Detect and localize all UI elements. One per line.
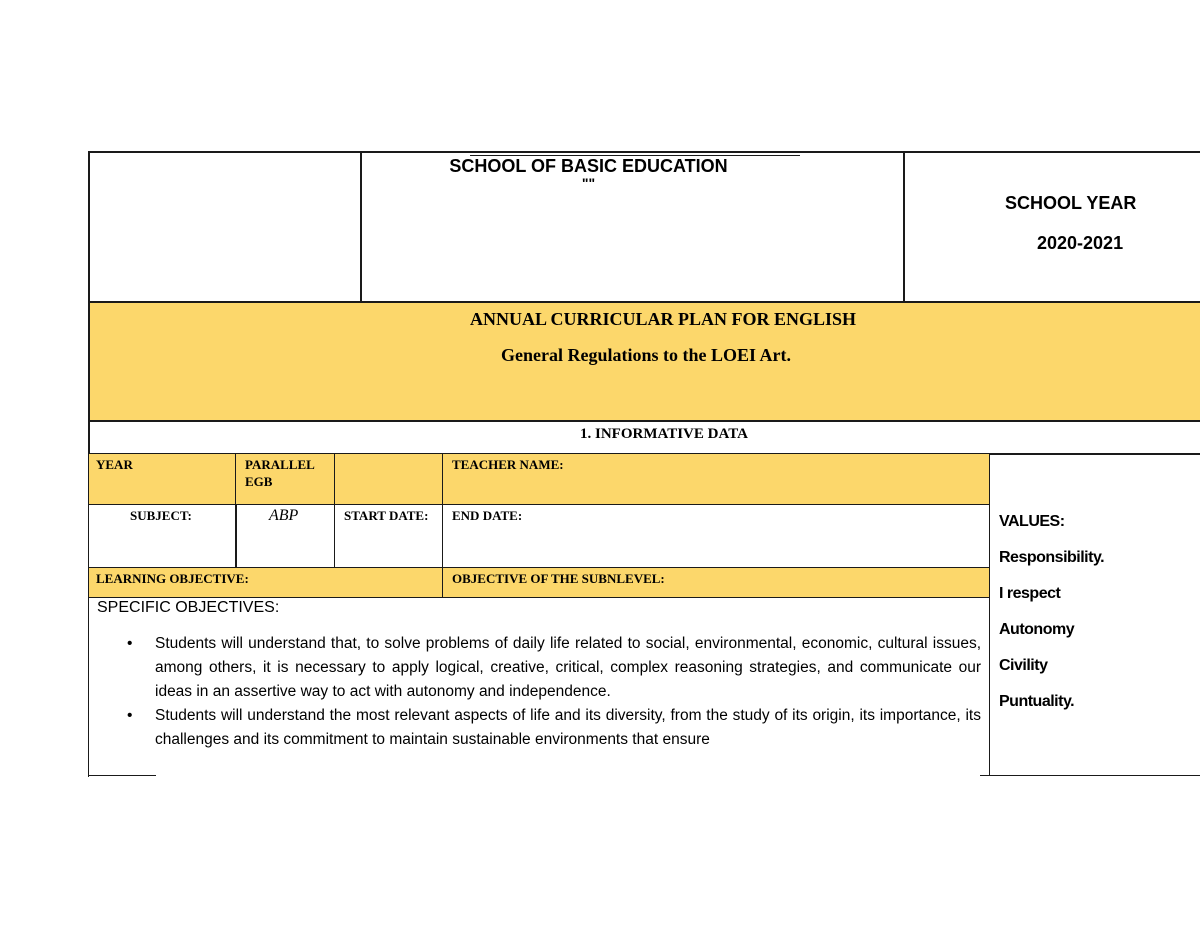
bullet-icon: • <box>127 707 133 724</box>
teacher-label: TEACHER NAME: <box>452 457 564 472</box>
informative-title: 1. INFORMATIVE DATA <box>580 426 748 442</box>
school-name-cell <box>360 151 905 303</box>
value-item: Puntuality. <box>999 693 1075 710</box>
bottom-rule-left <box>88 775 156 776</box>
learning-objective-label: LEARNING OBJECTIVE: <box>96 571 249 586</box>
end-date-label: END DATE: <box>452 508 523 523</box>
subject-cell <box>88 504 236 568</box>
informative-title-cell <box>88 420 1200 455</box>
subnlevel-label: OBJECTIVE OF THE SUBNLEVEL: <box>452 571 665 586</box>
value-item: Civility <box>999 657 1048 674</box>
year-cell <box>88 453 236 505</box>
specific-objectives-list <box>89 632 981 752</box>
list-item <box>89 632 981 704</box>
list-item <box>89 704 981 752</box>
value-item: Responsibility. <box>999 549 1105 566</box>
value-item: Autonomy <box>999 621 1075 638</box>
school-year-label: SCHOOL YEAR <box>1005 193 1137 213</box>
objective-text: Students will understand the most relevant aspects of life and its diversity, from the study of its origin, its importance, its challenges and its commitment to maintain sustainable environments that ensure <box>155 707 981 748</box>
school-quote: "" <box>581 175 596 191</box>
learning-objective-cell <box>88 567 443 598</box>
values-title: VALUES: <box>999 513 1065 530</box>
school-year-cell <box>903 151 1200 303</box>
objective-text: Students will understand that, to solve problems of daily life related to social, environmental, economic, cultural issues, among others, it is necessary to apply logical, creative, critical, complex reasoning strategies, and communicate our ideas in an assertive way to act with autonomy and independence. <box>155 635 981 700</box>
start-date-label: START DATE: <box>344 508 429 523</box>
parallel-value-cell <box>334 453 443 505</box>
subnlevel-cell <box>442 567 990 598</box>
subject-label: SUBJECT: <box>130 508 192 523</box>
plan-subtitle: General Regulations to the LOEI Art. <box>501 345 791 365</box>
teacher-cell <box>442 453 990 505</box>
year-label: YEAR <box>96 457 133 472</box>
bottom-rule-right <box>980 775 1200 776</box>
values-cell <box>989 453 1200 775</box>
plan-title-cell <box>88 301 1200 422</box>
subject-value: ABP <box>269 507 299 524</box>
specific-objectives-cell <box>88 597 990 777</box>
parallel-label: PARALLEL EGB <box>245 457 315 489</box>
school-name-underline <box>470 155 800 156</box>
specific-objectives-title: SPECIFIC OBJECTIVES: <box>97 599 280 616</box>
school-year-value: 2020-2021 <box>1037 233 1124 253</box>
parallel-cell <box>235 453 335 505</box>
values-list <box>999 512 1104 728</box>
bullet-icon: • <box>127 635 133 652</box>
value-item: I respect <box>999 585 1061 602</box>
school-name: SCHOOL OF BASIC EDUCATION <box>449 156 728 176</box>
start-date-cell <box>334 504 443 568</box>
plan-title: ANNUAL CURRICULAR PLAN FOR ENGLISH <box>470 309 857 329</box>
subject-value-cell <box>235 504 335 568</box>
end-date-cell <box>442 504 990 568</box>
